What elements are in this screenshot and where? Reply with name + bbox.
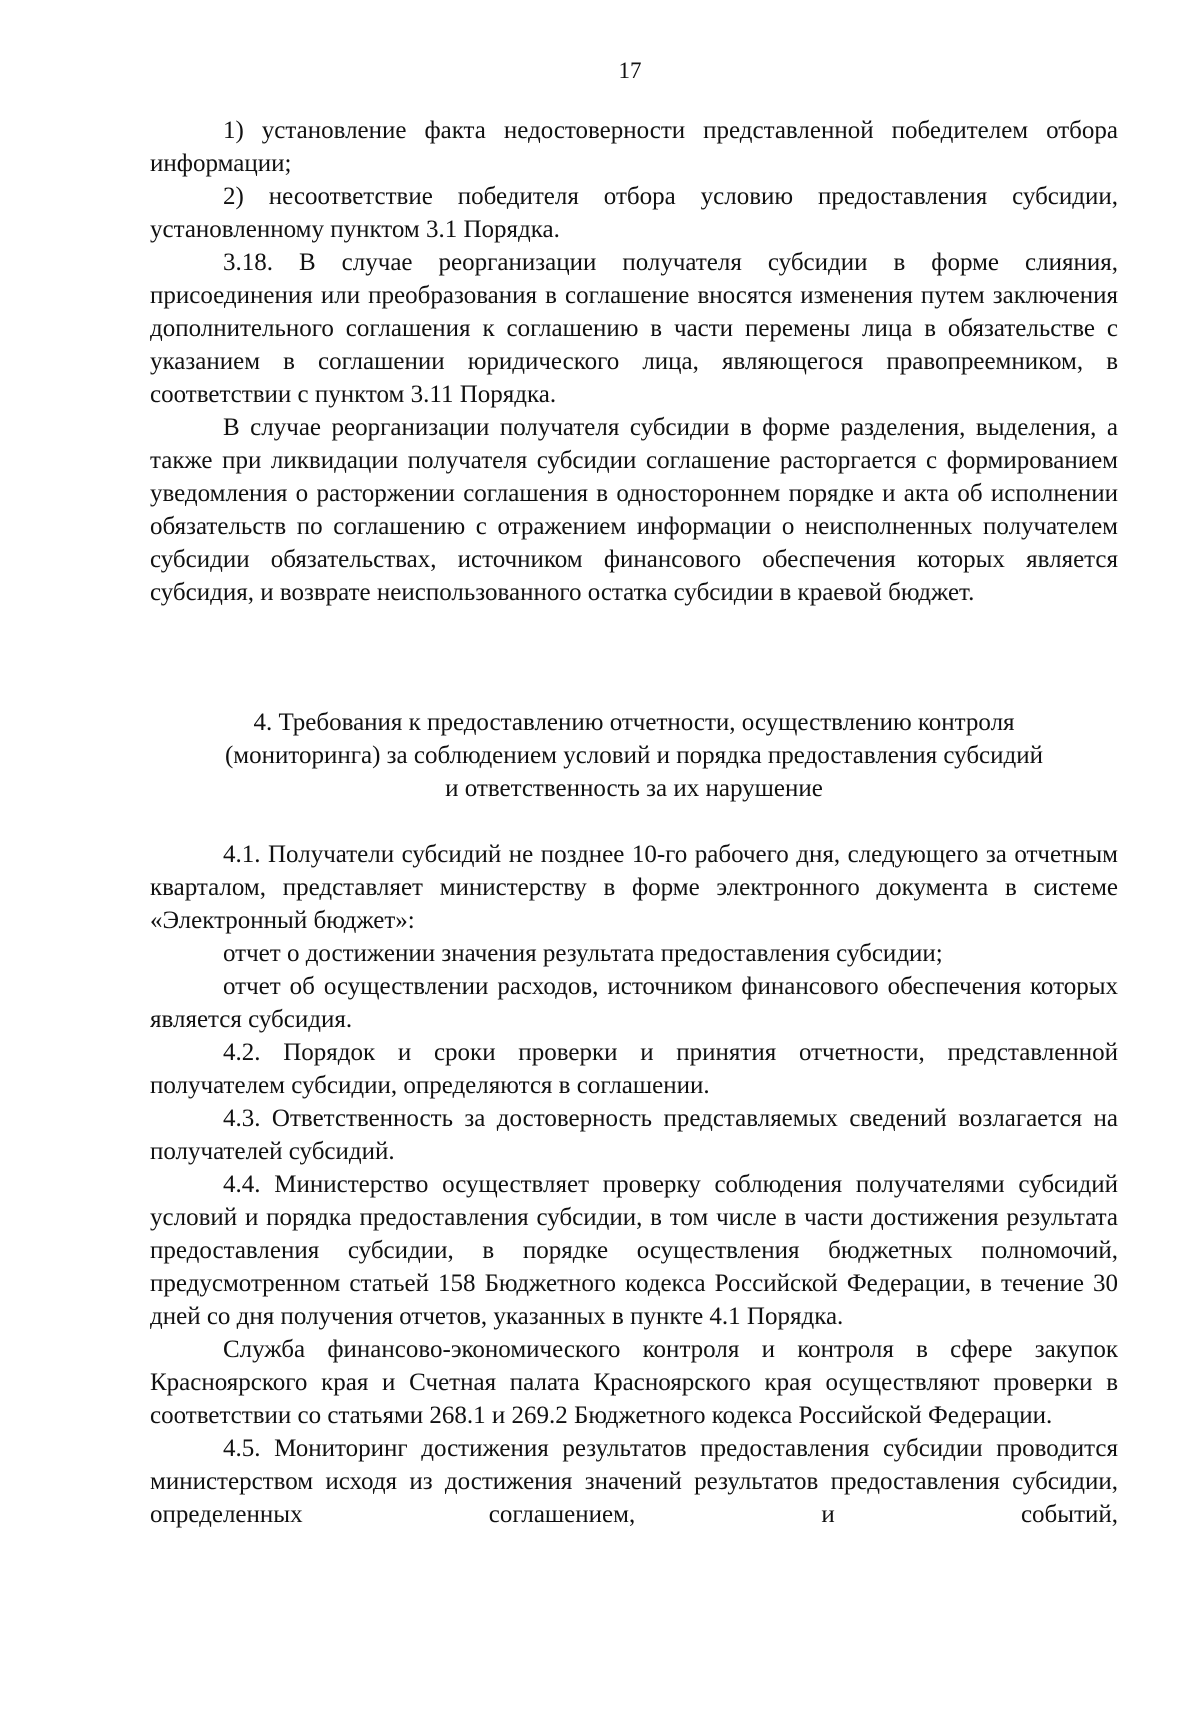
paragraph-4-1: 4.1. Получатели субсидий не позднее 10-го рабочего дня, следующего за отчетным кварталом, представляет министерству в форме электронного документа в системе «Электронный бюджет»: bbox=[150, 841, 1118, 934]
heading-line-3: и ответственность за их нарушение bbox=[445, 775, 823, 802]
paragraph-item-1: 1) установление факта недостоверности представленной победителем отбора информации; bbox=[150, 117, 1118, 177]
section-3-text bbox=[150, 114, 1118, 609]
paragraph-item-2: 2) несоответствие победителя отбора условию предоставления субсидии, установленному пунктом 3.1 Порядка. bbox=[150, 183, 1118, 243]
paragraph-4-4: 4.4. Министерство осуществляет проверку соблюдения получателями субсидий условий и порядка предоставления субсидии, в том числе в части достижения результата предоставления субсидии, в порядке осуществления бюджетных полномочий, предусмотренном статьей 158 Бюджетного кодекса Российской Федерации, в течение 30 дней со дня получения отчетов, указанных в пункте 4.1 Порядка. bbox=[150, 1171, 1118, 1330]
paragraph-report-expenses: отчет об осуществлении расходов, источником финансового обеспечения которых является субсидия. bbox=[150, 973, 1118, 1033]
paragraph-4-2: 4.2. Порядок и сроки проверки и принятия отчетности, представленной получателем субсидии, определяются в соглашении. bbox=[150, 1039, 1118, 1099]
page-number: 17 bbox=[618, 58, 642, 83]
paragraph-control-service: Служба финансово-экономического контроля и контроля в сфере закупок Красноярского края и Счетная палата Красноярского края осуществляют проверки в соответствии со статьями 268.1 и 269.2 Бюджетного кодекса Российской Федерации. bbox=[150, 1336, 1118, 1429]
paragraph-3-18: 3.18. В случае реорганизации получателя субсидии в форме слияния, присоединения или преобразования в соглашение вносятся изменения путем заключения дополнительного соглашения к соглашению в части перемены лица в обязательстве с указанием в соглашении юридического лица, являющегося правопреемником, в соответствии с пунктом 3.11 Порядка. bbox=[150, 249, 1118, 408]
paragraph-report-result: отчет о достижении значения результата предоставления субсидии; bbox=[223, 940, 943, 967]
heading-line-1: 4. Требования к предоставлению отчетности, осуществлению контроля bbox=[253, 709, 1015, 736]
section-4-text bbox=[150, 838, 1118, 1531]
paragraph-4-5: 4.5. Мониторинг достижения результатов предоставления субсидии проводится министерством исходя из достижения значений результатов предоставления субсидии, определенных соглашением, и событий, bbox=[150, 1435, 1118, 1528]
heading-line-2: (мониторинга) за соблюдением условий и порядка предоставления субсидий bbox=[224, 742, 1044, 769]
paragraph-4-3: 4.3. Ответственность за достоверность представляемых сведений возлагается на получателей субсидий. bbox=[150, 1105, 1118, 1165]
paragraph-reorganization-division: В случае реорганизации получателя субсидии в форме разделения, выделения, а также при ликвидации получателя субсидии соглашение расторгается с формированием уведомления о расторжении соглашения в одностороннем порядке и акта об исполнении обязательств по соглашению с отражением информации о неисполненных получателем субсидии обязательствах, источником финансового обеспечения которых является субсидия, и возврате неиспользованного остатка субсидии в краевой бюджет. bbox=[150, 414, 1118, 606]
section-4-heading bbox=[150, 706, 1118, 805]
